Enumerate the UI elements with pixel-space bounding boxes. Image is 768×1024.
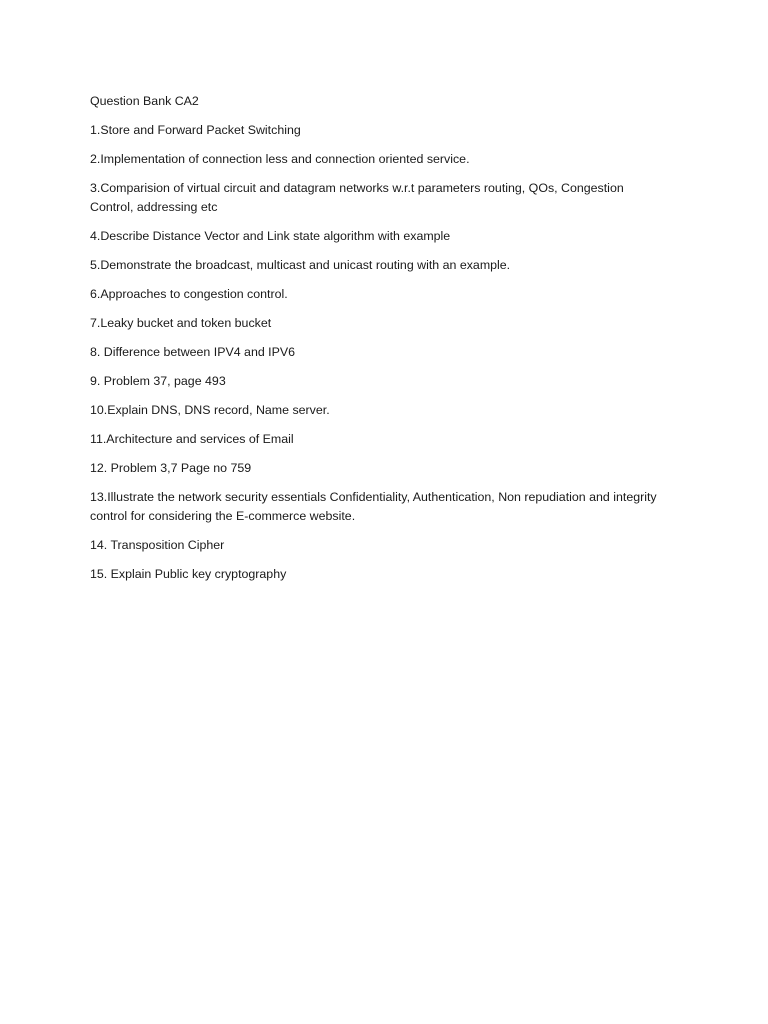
question-item: 15. Explain Public key cryptography — [90, 567, 287, 581]
question-item: 8. Difference between IPV4 and IPV6 — [90, 345, 296, 359]
question-item: 10.Explain DNS, DNS record, Name server. — [90, 403, 330, 417]
question-item: 3.Comparision of virtual circuit and datagram networks w.r.t parameters routing, QOs, Congestion Control, addressing etc — [90, 181, 624, 214]
document-content — [90, 92, 660, 594]
question-item: 11.Architecture and services of Email — [90, 432, 294, 446]
question-item: 5.Demonstrate the broadcast, multicast and unicast routing with an example. — [90, 258, 511, 272]
document-title: Question Bank CA2 — [90, 94, 199, 108]
question-item: 9. Problem 37, page 493 — [90, 374, 226, 388]
question-item: 4.Describe Distance Vector and Link state algorithm with example — [90, 229, 451, 243]
question-item: 2.Implementation of connection less and connection oriented service. — [90, 152, 470, 166]
question-item: 13.Illustrate the network security essentials Confidentiality, Authentication, Non repudiation and integrity control for considering the E-commerce website. — [90, 490, 657, 523]
question-list — [90, 121, 660, 584]
question-item: 12. Problem 3,7 Page no 759 — [90, 461, 252, 475]
question-item: 7.Leaky bucket and token bucket — [90, 316, 272, 330]
question-item: 6.Approaches to congestion control. — [90, 287, 288, 301]
question-item: 14. Transposition Cipher — [90, 538, 225, 552]
question-item: 1.Store and Forward Packet Switching — [90, 123, 301, 137]
